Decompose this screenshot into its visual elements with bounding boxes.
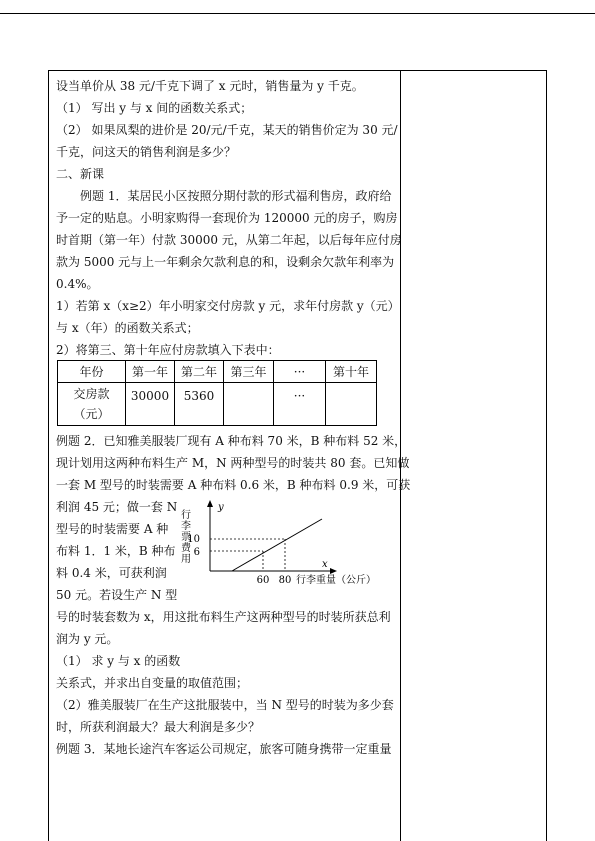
text-line: 例题 3．某地长途汽车客运公司规定，旅客可随身携带一定重量 (56, 742, 392, 756)
x-tick-label: 80 (278, 575, 292, 586)
text-line: 1）若第 x（x≥2）年小明家交付房款 y 元，求年付房款 y（元） (56, 299, 400, 313)
table-header-cell: 第三年 (224, 361, 274, 383)
y-axis-label: 行李票费用 (178, 509, 190, 564)
text-line: 与 x（年）的函数关系式； (56, 321, 199, 335)
payment-table (57, 360, 377, 426)
table-header-cell: ··· (274, 361, 326, 383)
section-heading: 二、新课 (56, 167, 105, 181)
text-line: 一套 M 型号的时装需要 A 种布料 0.6 米，B 种布料 0.9 米，可获 (56, 478, 411, 492)
x-tick-label: 60 (256, 575, 270, 586)
table-row (58, 383, 377, 426)
table-cell: 30000 (126, 383, 175, 426)
x-axis-arrow (330, 568, 337, 574)
table-header-cell: 第二年 (175, 361, 224, 383)
text-line: 布料 1．1 米，B 种布 (56, 544, 176, 558)
x-axis-label: 行李重量（公斤） (296, 575, 376, 586)
text-line: 关系式，并求出自变量的取值范围； (56, 676, 249, 690)
page-top-rule (0, 13, 595, 14)
text-line: 例题 2．已知雅美服装厂现有 A 种布料 70 米，B 种布料 52 米， (56, 434, 407, 448)
text-line: 现计划用这两种布料生产 M，N 两种型号的时装共 80 套。已知做 (56, 456, 410, 470)
table-header-row (58, 361, 377, 383)
table-header-cell: 第十年 (326, 361, 377, 383)
fee-line (232, 519, 322, 571)
y-axis-arrow (207, 500, 213, 507)
table-header-cell: 年份 (58, 361, 126, 383)
table-cell: ··· (274, 383, 326, 426)
notes-column (400, 70, 547, 841)
table-row-label (58, 383, 126, 426)
text-line: 润为 y 元。 (56, 632, 119, 646)
text-line: （1） 写出 y 与 x 间的函数关系式； (56, 101, 253, 115)
table-cell (326, 383, 377, 426)
row-label-line: 交房款 (73, 387, 110, 401)
y-axis-name: y (218, 502, 224, 513)
text-line: 2）将第三、第十年应付房款填入下表中： (56, 343, 280, 357)
text-line: 型号的时装需要 A 种 (56, 522, 169, 536)
luggage-fee-graph (180, 497, 395, 592)
text-line: （2）雅美服装厂在生产这批服装中，当 N 型号的时装为多少套 (56, 698, 394, 712)
table-cell (224, 383, 274, 426)
table-cell: 5360 (175, 383, 224, 426)
text-line: 款为 5000 元与上一年剩余欠款利息的和，设剩余欠款年利率为 (56, 255, 395, 269)
text-line: 千克，问这天的销售利润是多少？ (56, 145, 237, 159)
text-line: 号的时装套数为 x，用这批布料生产这两种型号的时装所获总利 (56, 610, 391, 624)
text-line: 0.4%。 (56, 277, 99, 291)
text-line: （2） 如果凤梨的进价是 20/元/千克，某天的销售价定为 30 元/ (56, 123, 398, 137)
text-line: 利润 45 元；做一套 N (56, 500, 178, 514)
text-line: 时首期（第一年）付款 30000 元，从第二年起，以后每年应付房 (56, 233, 402, 247)
row-label-line: （元） (73, 407, 110, 421)
text-line: 时，所获利润最大？最大利润是多少？ (56, 720, 261, 734)
x-axis-name: x (322, 559, 328, 570)
table-header-cell: 第一年 (126, 361, 175, 383)
text-line: 例题 1．某居民小区按照分期付款的形式福利售房，政府给 (80, 189, 392, 203)
y-tick-label: 6 (193, 547, 200, 558)
text-line: 予一定的贴息。小明家购得一套现价为 120000 元的房子，购房 (56, 211, 398, 225)
text-line: 料 0.4 米，可获利润 (56, 566, 167, 580)
y-tick-label: 10 (187, 534, 200, 545)
text-line: 50 元。若设生产 N 型 (56, 588, 178, 602)
text-line: （1） 求 y 与 x 的函数 (56, 654, 181, 668)
text-line: 设当单价从 38 元/千克下调了 x 元时，销售量为 y 千克。 (56, 79, 364, 93)
